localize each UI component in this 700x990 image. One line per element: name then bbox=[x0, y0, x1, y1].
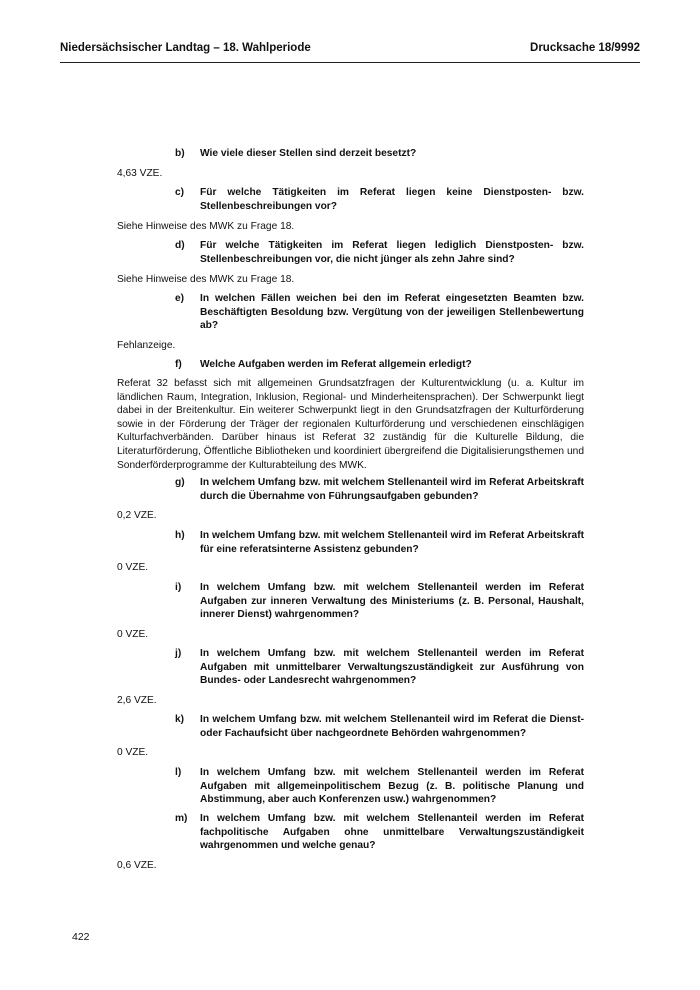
question-text: In welchem Umfang bzw. mit welchem Stellenanteil wird im Referat Arbeitskraft durch die Übernahme von Führungsaufgaben gebunden? bbox=[200, 477, 584, 502]
question-letter: f) bbox=[175, 359, 182, 370]
question-text: In welchem Umfang bzw. mit welchem Stellenanteil werden im Referat fachpolitische Aufgaben ohne unmittelbare Verwaltungszuständigkeit wahrgenommen und welche genau? bbox=[200, 813, 584, 852]
question-text: Für welche Tätigkeiten im Referat liegen lediglich Dienstposten- bzw. Stellenbeschreibungen vor, die nicht jünger als zehn Jahre sind? bbox=[200, 240, 584, 265]
answer-j: 2,6 VZE. bbox=[117, 695, 157, 706]
question-letter: h) bbox=[175, 530, 185, 541]
question-text: In welchem Umfang bzw. mit welchem Stellenanteil werden im Referat Aufgaben mit unmittelbarer Verwaltungszuständigkeit zur Ausführung von Bundes- oder Landesrecht wahrgenommen? bbox=[200, 648, 584, 687]
question-text: In welchem Umfang bzw. mit welchem Stellenanteil wird im Referat die Dienst- oder Fachaufsicht über nachgeordnete Behörden wahrgenommen? bbox=[200, 714, 584, 739]
question-text: In welchen Fällen weichen bei den im Referat eingesetzten Beamten bzw. Beschäftigten Besoldung bzw. Vergütung von der jeweiligen Stellenbewertung ab? bbox=[200, 293, 584, 332]
question-text: Wie viele dieser Stellen sind derzeit besetzt? bbox=[200, 148, 417, 159]
page-number: 422 bbox=[72, 931, 90, 943]
question-letter: m) bbox=[175, 813, 188, 824]
answer-h: 0 VZE. bbox=[117, 562, 149, 573]
question-text: In welchem Umfang bzw. mit welchem Stellenanteil wird im Referat Arbeitskraft für eine referatsinterne Assistenz gebunden? bbox=[200, 530, 584, 555]
question-letter: c) bbox=[175, 187, 185, 198]
header-title: Niedersächsischer Landtag – 18. Wahlperiode bbox=[60, 42, 311, 54]
question-letter: g) bbox=[175, 477, 185, 488]
answer-f: Referat 32 befasst sich mit allgemeinen Grundsatzfragen der Kulturentwicklung (u. a. Kultur im ländlichen Raum, Integration, Inklusion, Regional- und Minderheitensprachen). Der Schwerpunkt liegt dabei in der Breitenkultur. Ein weiterer Schwerpunkt liegt in den Grundsatzfragen der Kulturförderung sowie in der Förderung der Träger der regionalen Kulturförderung und verschiedenen einschlägigen Kulturfachverbänden. Darüber hinaus ist Referat 32 zuständig für die Kulturelle Bildung, die Literaturförderung, Öffentliche Bibliotheken und koordiniert übergreifend die Digitalisierungsthemen und Sonderförderprogramme der Kulturabteilung des MWK. bbox=[117, 378, 584, 471]
question-letter: k) bbox=[175, 714, 185, 725]
answer-m: 0,6 VZE. bbox=[117, 860, 157, 871]
page-header bbox=[60, 38, 640, 63]
answer-c: Siehe Hinweise des MWK zu Frage 18. bbox=[117, 221, 295, 232]
question-letter: d) bbox=[175, 240, 185, 251]
question-text: Welche Aufgaben werden im Referat allgemein erledigt? bbox=[200, 359, 472, 370]
answer-e: Fehlanzeige. bbox=[117, 340, 176, 351]
answer-b: 4,63 VZE. bbox=[117, 168, 163, 179]
question-letter: j) bbox=[175, 648, 182, 659]
question-text: In welchem Umfang bzw. mit welchem Stellenanteil werden im Referat Aufgaben zur inneren Verwaltung des Ministeriums (z. B. Personal, Haushalt, innerer Dienst) wahrgenommen? bbox=[200, 582, 584, 621]
answer-i: 0 VZE. bbox=[117, 629, 149, 640]
question-text: Für welche Tätigkeiten im Referat liegen keine Dienstposten- bzw. Stellenbeschreibungen vor? bbox=[200, 187, 584, 212]
document-number: Drucksache 18/9992 bbox=[530, 42, 640, 54]
question-letter: b) bbox=[175, 148, 185, 159]
question-letter: i) bbox=[175, 582, 182, 593]
answer-d: Siehe Hinweise des MWK zu Frage 18. bbox=[117, 274, 295, 285]
question-letter: e) bbox=[175, 293, 185, 304]
question-letter: l) bbox=[175, 767, 182, 778]
answer-g: 0,2 VZE. bbox=[117, 510, 157, 521]
question-text: In welchem Umfang bzw. mit welchem Stellenanteil werden im Referat Aufgaben mit allgemeinpolitischem Bezug (z. B. politische Planung und Abstimmung, aber auch Konferenzen usw.) wahrgenommen? bbox=[200, 767, 584, 806]
answer-k: 0 VZE. bbox=[117, 747, 149, 758]
